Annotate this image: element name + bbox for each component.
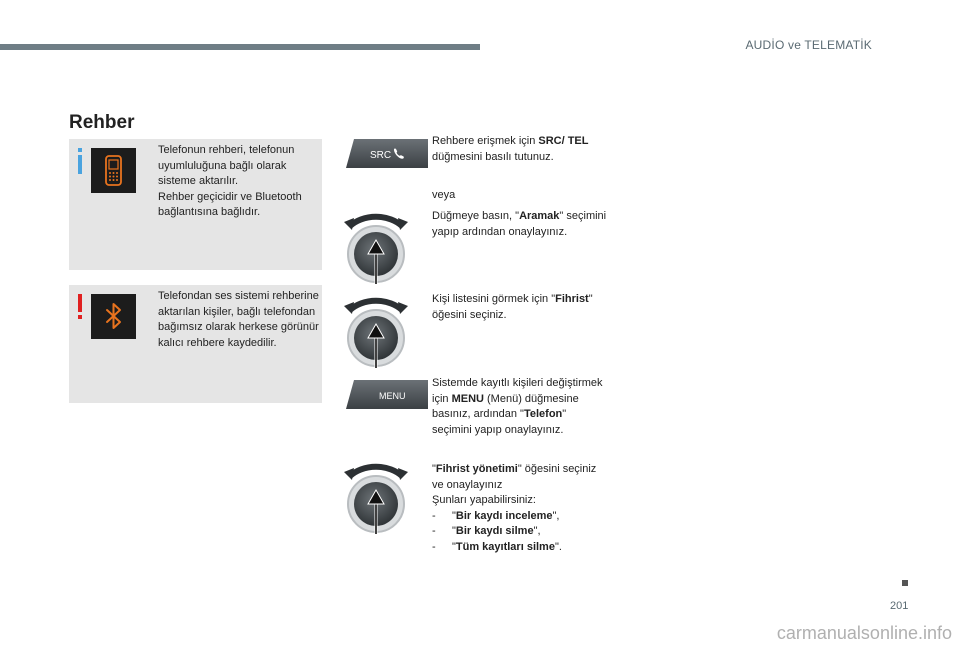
menu-label: MENU — [379, 391, 406, 401]
rotate-left-arrow-icon — [344, 218, 354, 230]
info-marker-icon — [75, 148, 85, 174]
rotate-left-arrow-icon — [344, 468, 354, 480]
rotate-left-arrow-icon — [344, 302, 354, 314]
rotary-knob[interactable] — [344, 212, 408, 286]
step-directory: Kişi listesini görmek için "Fihrist" öğesini seçiniz. — [432, 293, 593, 321]
warning-text: Telefondan ses sistemi rehberine aktarılan kişiler, bağlı telefondan bağımsız olarak herkese görünür kalıcı rehbere kaydedilir. — [158, 290, 319, 349]
step-src-tel: Rehbere erişmek için SRC/ TEL düğmesini basılı tutunuz. — [432, 135, 589, 163]
section-header: AUDİO ve TELEMATİK — [745, 38, 872, 52]
step-directory-management: "Fihrist yönetimi" öğesini seçiniz ve onaylayınız Şunları yapabilirsiniz: - "Bir kaydı inceleme", - "Bir kaydı silme", - "Tüm kayıtları silme". — [432, 462, 607, 555]
phone-icon — [91, 148, 136, 193]
rotate-right-arrow-icon — [398, 302, 408, 314]
info-text — [158, 143, 320, 221]
warning-marker-icon — [75, 294, 85, 320]
page-number: 201 — [890, 600, 909, 612]
rotary-knob[interactable] — [344, 462, 408, 536]
step-or: veya — [432, 189, 456, 201]
info-text-line-2: Rehber geçicidir ve Bluetooth bağlantısına bağlıdır. — [158, 190, 302, 218]
bluetooth-icon — [91, 294, 136, 339]
src-label: SRC — [370, 150, 392, 161]
rotary-knob[interactable] — [344, 296, 408, 370]
step-call: Düğmeye basın, "Aramak" seçimini yapıp ardından onaylayınız. — [432, 210, 607, 238]
src-tel-button[interactable] — [346, 139, 428, 168]
header-bar — [0, 44, 480, 50]
options-intro: Şunları yapabilirsiniz: — [432, 494, 536, 506]
page-title: Rehber — [69, 112, 135, 133]
step-menu: Sistemde kayıtlı kişileri değiştirmek için MENU (Menü) düğmesine basınız, ardından "Telefon" seçimini yapıp onaylayınız. — [432, 377, 603, 436]
watermark: carmanualsonline.info — [776, 623, 952, 643]
rotate-right-arrow-icon — [398, 468, 408, 480]
list-item: - "Bir kaydı inceleme", — [432, 509, 560, 522]
info-text-line-1: Telefonun rehberi, telefonun uyumluluğuna bağlı olarak sisteme aktarılır. — [158, 144, 295, 187]
list-item: - "Tüm kayıtları silme". — [432, 540, 562, 553]
info-box — [69, 139, 322, 270]
warning-box — [69, 285, 322, 403]
rotate-right-arrow-icon — [398, 218, 408, 230]
list-item: - "Bir kaydı silme", — [432, 525, 541, 537]
page-marker — [902, 580, 908, 586]
menu-button[interactable] — [346, 380, 428, 409]
